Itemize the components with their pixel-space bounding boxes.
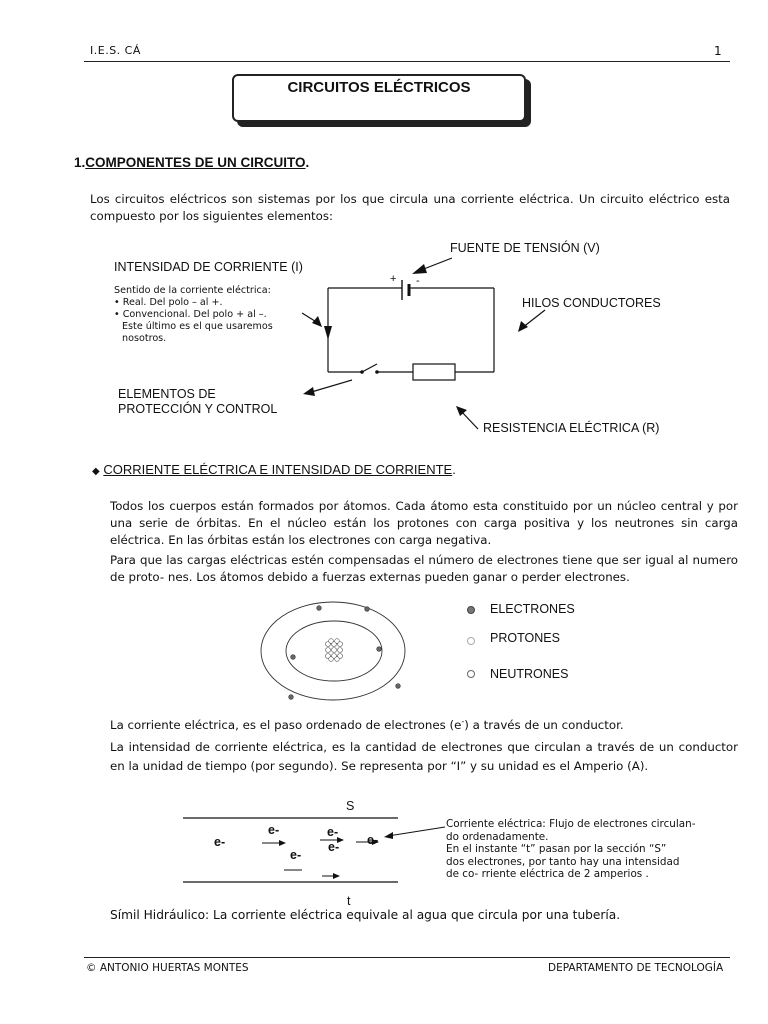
section-title: COMPONENTES DE UN CIRCUITO [85, 155, 306, 170]
flow-note-4: dos electrones, por tanto hay una intensidad [446, 855, 680, 868]
subsection-heading [92, 462, 456, 477]
section-period: . [305, 155, 310, 170]
paragraph-current-definition [110, 713, 738, 734]
label-hilos: HILOS CONDUCTORES [522, 296, 661, 310]
legend-neutrones: NEUTRONES [490, 667, 569, 681]
subsection-period: . [452, 462, 456, 477]
proton-dot-icon [467, 637, 475, 645]
label-intensidad: INTENSIDAD DE CORRIENTE (I) [114, 260, 303, 274]
sentido-convencional: • Convencional. Del polo + al –. [114, 309, 267, 320]
flow-note-5: de co- rriente eléctrica de 2 amperios . [446, 868, 649, 881]
paragraph-intensity: La intensidad de corriente eléctrica, es la cantidad de electrones que circulan a través de un conductor en la unidad de tiempo (por segundo). Se representa por “I” y su unidad es el Amperio (A). [110, 740, 738, 773]
sentido-note [114, 285, 314, 345]
subsection-title: CORRIENTE ELÉCTRICA E INTENSIDAD DE CORRIENTE [103, 462, 453, 477]
sentido-convencional-text: Convencional. Del polo + al –. [122, 309, 267, 320]
sentido-convencional-2: Este último es el que usaremos [122, 321, 273, 332]
electron-label-2: e- [268, 823, 280, 837]
label-elementos-2: PROTECCIÓN Y CONTROL [118, 402, 278, 416]
electron-label-3: e- [290, 848, 302, 862]
header-school: I.E.S. CÁ [90, 44, 141, 57]
neutron-dot-icon [467, 670, 475, 678]
paragraph-charges: Para que las cargas eléctricas estén compensadas el número de electrones tiene que ser igual al numero de proto- nes. Los átomos debido a fuerzas externas pueden ganar o perder electrones. [110, 553, 738, 584]
legend-protones: PROTONES [490, 631, 560, 645]
instant-t-label: t [347, 894, 351, 908]
electron-label-4: e- [327, 825, 339, 839]
sentido-convencional-3: nosotros. [122, 333, 167, 344]
flow-note [446, 818, 736, 881]
electron-dot-icon [467, 606, 475, 614]
footer-author: ANTONIO HUERTAS MONTES [99, 962, 249, 974]
legend-electrones: ELECTRONES [490, 602, 575, 616]
footer-author-block [86, 962, 249, 974]
section-s-label: S [346, 799, 355, 813]
paragraph-current-sup: - [461, 717, 465, 726]
sentido-real-text: Real. Del polo – al +. [122, 297, 223, 308]
flow-note-2: do ordenadamente. [446, 830, 549, 843]
paragraph-current-b: ) a través de un conductor. [464, 717, 624, 732]
paragraph-atoms: Todos los cuerpos están formados por átomos. Cada átomo esta constituido por un núcleo central y por una serie de órbitas. En el núcleo están los protones con carga positiva y los neutrones sin carga eléctrica. En las órbitas están los electrones con carga negativa. [110, 499, 738, 547]
sentido-real: • Real. Del polo – al +. [114, 297, 223, 308]
electron-label-1: e- [214, 835, 226, 849]
diamond-bullet-icon: ◆ [92, 466, 100, 477]
section-number: 1. [74, 155, 86, 170]
intro-paragraph: Los circuitos eléctricos son sistemas por los que circula una corriente eléctrica. Un circuito eléctrico esta compuesto por los siguientes elementos: [90, 192, 730, 223]
atom-diagram [255, 600, 415, 710]
label-elementos-1: ELEMENTOS DE [118, 387, 216, 401]
paragraph-current-a: La corriente eléctrica, es el paso ordenado de electrones (e [110, 717, 462, 732]
page-number: 1 [714, 44, 722, 58]
electron-label-5: e- [328, 840, 340, 854]
electron-label-6: e- [367, 833, 379, 847]
circuit-diagram [0, 0, 768, 460]
footer-rule [84, 957, 730, 958]
battery-minus-label: - [416, 275, 420, 287]
footer-department: DEPARTAMENTO DE TECNOLOGÍA [548, 962, 724, 974]
flow-note-1: Corriente eléctrica: Flujo de electrones circulan- [446, 818, 696, 830]
flow-note-3: En el instante “t” pasan por la sección “S” [446, 843, 667, 856]
label-resistencia: RESISTENCIA ELÉCTRICA (R) [483, 421, 660, 435]
simil-hidraulico: Símil Hidráulico: La corriente eléctrica equivale al agua que circula por una tubería. [110, 908, 621, 922]
page-title: CIRCUITOS ELÉCTRICOS [287, 79, 471, 96]
sentido-title: Sentido de la corriente eléctrica: [114, 285, 271, 296]
label-fuente: FUENTE DE TENSIÓN (V) [450, 241, 600, 255]
battery-plus-label: + [390, 273, 397, 285]
copyright-icon: © [86, 962, 97, 974]
